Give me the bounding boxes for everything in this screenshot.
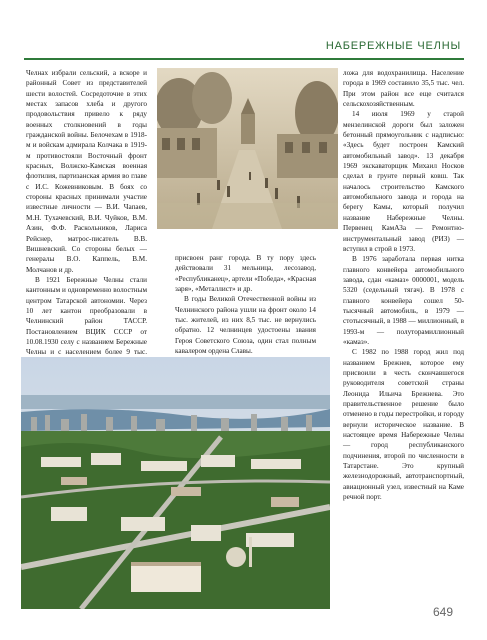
running-header: НАБЕРЕЖНЫЕ ЧЕЛНЫ xyxy=(325,40,461,52)
paragraph: 14 июля 1969 у старой мензелинской дороги был заложен бетонный прямоугольник с надписью: «Здесь будет построен Камский автомобильный завод». 13 декабря 1969 экскаваторщик Михаил Носков сделал в грунте первый ковш. Так началось строительство Камского автомобильного завода и города на берегу Камы, который получил название Набережные Челны. Первенец КамАЗа — Ремонтно-инструментальный завод (РИЗ) — вступил в строй в 1973. xyxy=(343,110,464,253)
paragraph: В 1976 заработала первая нитка главного конвейера автомобильного завода, сдан «камаз» 0000001, модель 5320 (седельный тягач). В 1978 с главного конвейера сошел 50-тысячный автомобиль, в 1979 — стотысячный, в 1988 — миллионный, в 1993-м — полуторамиллионный «камаз». xyxy=(343,255,464,346)
page-number: 649 xyxy=(432,605,453,619)
paragraph: В годы Великой Отечественной войны из Челнинского района ушли на фронт около 14 тыс. жителей, из них 8,5 тыс. не вернулись обратно. 12 челнинцев удостоены звания Героя Советского Союза, один стал полным кавалером ордена Славы. xyxy=(175,295,316,356)
paragraph: Челнах избрали сельский, а вскоре и районный Совет из представителей шести волостей. Сосредоточие в этих местах запасов хлеба и другого продовольствия привело к ряду военных столкновений в годы гражданской войны. Белочехам в 1918-м и войскам адмирала Колчака в 1919-м противостояли Восточный фронт красных, Волжско-Камская военная флотилия, партизанская армия во главе с И.С. Кожевниковым. В боях со стороны красных принимали участие известные личности — В.И. Чапаев, М.Н. Тухачевский, В.И. Чуйков, В.М. Азин, Ф.Ф. Раскольников, Лариса Рейснер, матрос-писатель В.В. Вишневский. Со стороны белых — генералы В.О. Каппель, В.М. Молчанов и др. xyxy=(26,69,147,274)
paragraph: В 1921 Бережные Челны стали кантонным и одновременно волостным центром Татарской автономии. Через 10 лет кантон преобразовали в Челнинский район ТАССР. Постановлением ВЦИК СССР от 10.08.1930 селу с названием Бережные Челны и с населением более 9 тыс. xyxy=(26,275,147,357)
paragraph: С 1982 по 1988 город жил под названием Брежнев, которое ему присвоили в честь скончавшегося руководителя советской страны Леонида Ильича Брежнева. Это правительственное решение было отменено в годы перестройки, и городу вернули историческое название. В настоящее время Набережные Челны — город республиканского подчинения, второй по численности в Татарстане. Это крупный железнодорожный, автотранспортный, авиационный узел, известный на Каме речной порт. xyxy=(343,348,464,502)
paragraph: ложа для водохранилища. Население города в 1969 составило 35,5 тыс. чел. При этом район все еще считался сельскохозяйственным. xyxy=(343,69,464,109)
header-rule xyxy=(24,58,464,60)
text-column-left xyxy=(26,68,147,368)
paragraph: присвоен ранг города. В ту пору здесь действовали 31 мельница, лесозавод, «Республиканец», артели «Победа», «Красная заря», «Металлист» и др. xyxy=(175,254,316,294)
historic-street-photo xyxy=(157,68,338,229)
text-column-right xyxy=(343,68,464,502)
aerial-city-photo xyxy=(21,357,330,609)
